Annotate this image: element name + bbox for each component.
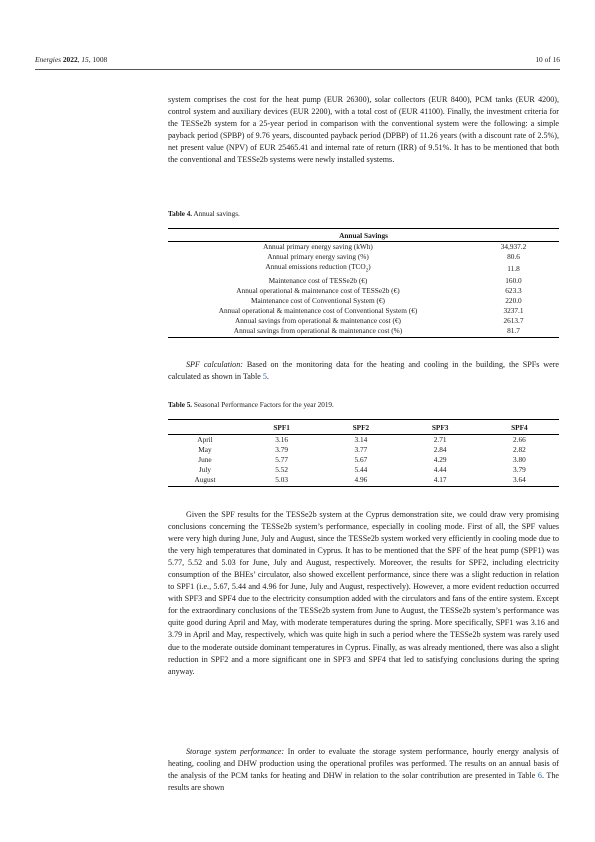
cell-value: 4.29 bbox=[433, 455, 447, 464]
cell-value: 4.96 bbox=[321, 475, 400, 487]
cell-month: May bbox=[198, 445, 212, 454]
paragraph-lead: SPF calculation: bbox=[186, 360, 243, 369]
row-label: Annual savings from operational & maintenance cost (%) bbox=[168, 326, 468, 338]
table-row bbox=[168, 435, 559, 446]
cell-month: August bbox=[168, 475, 242, 487]
row-value: 3237.1 bbox=[503, 306, 524, 316]
cell-value: 5.44 bbox=[354, 465, 368, 474]
paragraph-text: system comprises the cost for the heat pump (EUR 26300), solar collectors (EUR 8400), PCM tanks (EUR 4200), control system and auxiliary devices (EUR 2200), with a total cost of (EUR 41100). Finally, the investment criteria for the TESSe2b system for a 25-year period in comparison with the conventional system were the following: a simple payback period (SPBP) of 9.76 years, discounted payback period (DPBP) of 11.26 years (with a discount rate of 2.5%), net present value (NPV) of EUR 25465.41 and internal rate of return (IRR) of 9.51%. It has to be mentioned that both the conventional and TESSe2b systems were newly installed systems. bbox=[168, 95, 559, 165]
paragraph-end: . The results are shown bbox=[168, 771, 559, 793]
cell-value: 3.16 bbox=[275, 435, 289, 444]
table-row bbox=[168, 286, 559, 296]
cell-value: 2.71 bbox=[433, 435, 447, 444]
running-header bbox=[35, 55, 560, 69]
row-label: Annual operational & maintenance cost of Conventional System (€) bbox=[218, 306, 418, 316]
row-value: 160.0 bbox=[505, 276, 522, 286]
table-row bbox=[168, 262, 559, 276]
table5-label: Table 5. bbox=[168, 401, 193, 409]
row-value: 11.8 bbox=[507, 264, 520, 274]
cell-value: 3.77 bbox=[354, 445, 368, 454]
cell-value: 5.03 bbox=[242, 475, 321, 487]
column-header-month bbox=[168, 420, 242, 435]
paragraph-spf-calculation bbox=[168, 359, 559, 383]
row-value: 220.0 bbox=[505, 296, 522, 306]
header-rule bbox=[35, 69, 560, 70]
row-label: Annual primary energy saving (%) bbox=[267, 252, 369, 261]
row-label-text: Annual emissions reduction (TCO bbox=[265, 262, 366, 271]
paragraph-text bbox=[168, 746, 559, 794]
cell-value: 3.64 bbox=[480, 475, 559, 487]
journal-year: 2022 bbox=[62, 55, 78, 64]
paragraph-end: . bbox=[266, 372, 269, 382]
table-reference-link[interactable]: 5 bbox=[262, 372, 267, 382]
column-header-spf2: SPF2 bbox=[321, 420, 400, 435]
paragraph-text: Given the SPF results for the TESSe2b system at the Cyprus demonstration site, we could draw very promising conclusions concerning the TESSe2b system’s performance, especially in cooling mode. First of all, the SPF values were very high during June, July and August, since the TESSe2b system worked very efficiently in cooling mode due to the very high temperatures that dominated in Cyprus. It has to be mentioned that the SPF of the heat pump (SPF1) was 5.77, 5.52 and 5.03 for June, July and August, respectively. Moreover, the results for SPF2, including electricity consumption of the BHEs’ circulator, also showed excellent performance, since there was a slight reduction in relation to SPF1 (i.e., 5.67, 5.44 and 4.96 for June, July and August, respectively). However, a more evident reduction occurred with SPF3 and SPF4 due to the electricity consumption added with the circulators and fans of the entire system. Except for the extraordinary conclusions of the TESSe2b system from June to August, the TESSe2b system’s performance was quite good during April and May, with moderate temperatures during the spring. More specifically, SPF1 was 3.16 and 3.79 in April and May, respectively, which was quite high in such a period where the TESSe2b system was rarely used due to the moderate outside dominant temperatures in Cyprus. Finally, as was already mentioned, there was also a slight reduction in SPF2 and a more significant one in SPF3 and SPF4 that led to satisfying conclusions during the spring anyway. bbox=[168, 510, 559, 676]
row-label: Annual savings from operational & maintenance cost (€) bbox=[235, 316, 401, 326]
table-row bbox=[168, 316, 559, 326]
table-seasonal-performance bbox=[168, 419, 559, 487]
row-label-subscript: 2 bbox=[365, 268, 369, 274]
cell-value: 5.52 bbox=[275, 465, 289, 474]
table-header-row bbox=[168, 420, 559, 435]
table-row bbox=[168, 475, 559, 487]
cell-value: 5.67 bbox=[354, 455, 368, 464]
article-number: 1008 bbox=[92, 55, 108, 64]
paragraph-spf-discussion bbox=[168, 509, 559, 678]
row-label bbox=[168, 262, 468, 276]
row-label: Annual operational & maintenance cost of TESSe2b (€) bbox=[236, 286, 400, 296]
table-row bbox=[168, 276, 559, 286]
cell-value: 4.17 bbox=[401, 475, 480, 487]
cell-month: April bbox=[197, 435, 213, 444]
row-label: Annual primary energy saving (kWh) bbox=[263, 242, 373, 251]
page-number: 10 of 16 bbox=[535, 55, 560, 64]
journal-volume: 15 bbox=[81, 55, 89, 64]
column-header-spf4: SPF4 bbox=[480, 420, 559, 435]
table5-caption-text: Seasonal Performance Factors for the year 2019. bbox=[193, 401, 334, 409]
row-value: 623.3 bbox=[505, 286, 522, 296]
cell-month: June bbox=[198, 455, 212, 464]
table-row bbox=[168, 306, 559, 316]
cell-value: 3.79 bbox=[275, 445, 289, 454]
cell-value: 5.77 bbox=[275, 455, 289, 464]
table-row bbox=[168, 296, 559, 306]
table-reference-link[interactable]: 6 bbox=[537, 771, 542, 781]
cell-value: 3.79 bbox=[512, 465, 526, 474]
cell-value: 2.84 bbox=[433, 445, 447, 454]
cell-value: 2.82 bbox=[512, 445, 526, 454]
paragraph-storage-performance bbox=[168, 746, 559, 794]
table-row bbox=[168, 445, 559, 455]
cell-value: 4.44 bbox=[433, 465, 447, 474]
journal-name: Energies bbox=[35, 55, 61, 64]
table-annual-savings bbox=[168, 228, 559, 338]
table4-label: Table 4. bbox=[168, 210, 193, 218]
table5-caption bbox=[168, 401, 559, 409]
paragraph-lead: Storage system performance: bbox=[186, 747, 285, 756]
paragraph-body: In order to evaluate the storage system performance, hourly energy analysis of heating, cooling and DHW production using the operational profiles was performed. The results on an annual basis of the analysis of the PCM tanks for heating and DHW in relation to the solar contribution are presented in Table bbox=[168, 747, 559, 781]
cell-value: 3.14 bbox=[354, 435, 368, 444]
cell-value: 3.80 bbox=[512, 455, 526, 464]
cell-month: July bbox=[198, 465, 212, 474]
column-header-spf1: SPF1 bbox=[242, 420, 321, 435]
cell-value: 2.66 bbox=[512, 435, 526, 444]
paragraph-investment bbox=[168, 94, 559, 166]
table4-header: Annual Savings bbox=[168, 229, 559, 242]
row-label: Maintenance cost of TESSe2b (€) bbox=[268, 276, 368, 286]
table4-caption bbox=[168, 210, 559, 218]
paragraph-body: Based on the monitoring data for the heating and cooling in the building, the SPFs were calculated as shown in Table bbox=[168, 360, 559, 382]
row-label-close: ) bbox=[368, 262, 371, 271]
table-row bbox=[168, 455, 559, 465]
table-row bbox=[168, 326, 559, 338]
row-label: Maintenance cost of Conventional System (€) bbox=[251, 296, 385, 306]
row-value: 81.7 bbox=[468, 326, 559, 338]
journal-citation: Energies 2022, 15, 1008 bbox=[35, 55, 108, 64]
table-row bbox=[168, 252, 559, 262]
paragraph-text bbox=[168, 359, 559, 383]
row-value: 80.6 bbox=[507, 252, 520, 261]
row-value: 34,937.2 bbox=[500, 242, 527, 251]
column-header-spf3: SPF3 bbox=[401, 420, 480, 435]
table4-caption-text: Annual savings. bbox=[193, 210, 240, 218]
row-value: 2613.7 bbox=[503, 316, 524, 326]
table-row bbox=[168, 465, 559, 475]
table-row bbox=[168, 242, 559, 253]
